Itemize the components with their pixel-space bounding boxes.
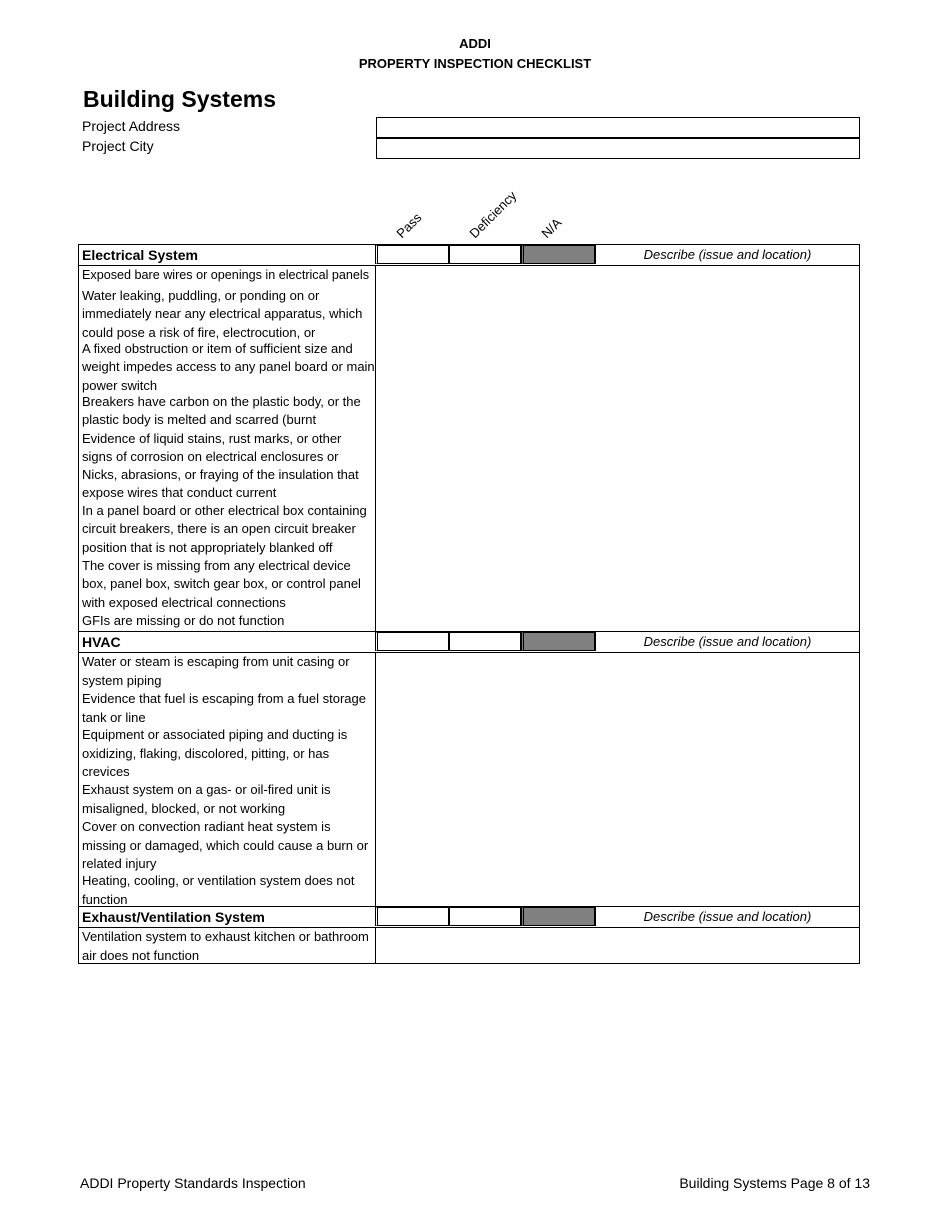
deficiency-checkbox[interactable] — [449, 907, 521, 926]
checklist-item: Equipment or associated piping and ducting is oxidizing, flaking, discolored, pitting, or has crevices — [82, 727, 348, 779]
checklist-item: Evidence of liquid stains, rust marks, or other signs of corrosion on electrical enclosures or — [82, 430, 342, 464]
footer-left: ADDI Property Standards Inspection — [80, 1175, 306, 1191]
section-header — [79, 632, 859, 653]
pass-checkbox[interactable] — [375, 245, 449, 264]
section-hvac — [78, 631, 860, 907]
checklist-item: Heating, cooling, or ventilation system does not function — [82, 873, 355, 907]
section-header — [79, 907, 859, 928]
header-org: ADDI — [459, 36, 491, 51]
checklist-item: Evidence that fuel is escaping from a fuel storage tank or line — [82, 691, 366, 725]
checklist-items — [79, 928, 376, 963]
section-exhaust-ventilation — [78, 906, 860, 964]
na-checkbox[interactable] — [521, 245, 595, 264]
header-checklist-title: PROPERTY INSPECTION CHECKLIST — [358, 56, 592, 71]
deficiency-checkbox[interactable] — [449, 245, 521, 264]
checklist-item: In a panel board or other electrical box containing circuit breakers, there is an open circuit breaker position that is not appropriately blanked off — [82, 502, 367, 555]
footer-right: Building Systems Page 8 of 13 — [679, 1175, 870, 1191]
deficiency-checkbox[interactable] — [449, 632, 521, 651]
describe-label: Describe (issue and location) — [595, 907, 859, 926]
checklist-items — [79, 653, 376, 906]
project-city-label: Project City — [82, 138, 154, 154]
checklist-item: Exposed bare wires or openings in electrical panels — [82, 268, 370, 282]
checklist-items — [79, 266, 376, 631]
column-header-pass: Pass — [393, 209, 425, 241]
checklist-item: Water leaking, puddling, or ponding on or immediately near any electrical apparatus, which could pose a risk of fire, electrocution, or — [82, 287, 363, 340]
section-header — [79, 245, 859, 266]
page-title: Building Systems — [83, 86, 276, 112]
checklist-item: The cover is missing from any electrical device box, panel box, switch gear box, or control panel with exposed electrical connections — [82, 557, 361, 610]
checklist-item: Exhaust system on a gas- or oil-fired unit is misaligned, blocked, or not working — [82, 782, 331, 816]
column-header-na: N/A — [538, 215, 565, 241]
na-checkbox[interactable] — [521, 907, 595, 926]
checklist-item: Nicks, abrasions, or fraying of the insulation that expose wires that conduct current — [82, 466, 359, 500]
checklist-item: GFIs are missing or do not function — [82, 612, 285, 628]
pass-checkbox[interactable] — [375, 632, 449, 651]
checklist-item: A fixed obstruction or item of sufficient size and weight impedes access to any panel board or main power switch — [82, 340, 375, 393]
section-title: Electrical System — [82, 247, 198, 263]
project-city-field[interactable] — [376, 138, 860, 159]
describe-label: Describe (issue and location) — [595, 245, 859, 264]
section-title: HVAC — [82, 634, 121, 650]
column-header-deficiency: Deficiency — [466, 187, 520, 241]
pass-checkbox[interactable] — [375, 907, 449, 926]
project-address-field[interactable] — [376, 117, 860, 138]
checklist-item: Water or steam is escaping from unit casing or system piping — [82, 654, 350, 688]
checklist-item: Ventilation system to exhaust kitchen or bathroom air does not function — [82, 929, 369, 963]
checklist-item: Breakers have carbon on the plastic body, or the plastic body is melted and scarred (burnt — [82, 393, 361, 427]
checklist-item: Cover on convection radiant heat system is missing or damaged, which could cause a burn or related injury — [82, 819, 369, 871]
section-title: Exhaust/Ventilation System — [82, 909, 265, 925]
na-checkbox[interactable] — [521, 632, 595, 651]
describe-label: Describe (issue and location) — [595, 632, 859, 651]
project-address-label: Project Address — [82, 118, 181, 134]
section-electrical-system — [78, 244, 860, 632]
